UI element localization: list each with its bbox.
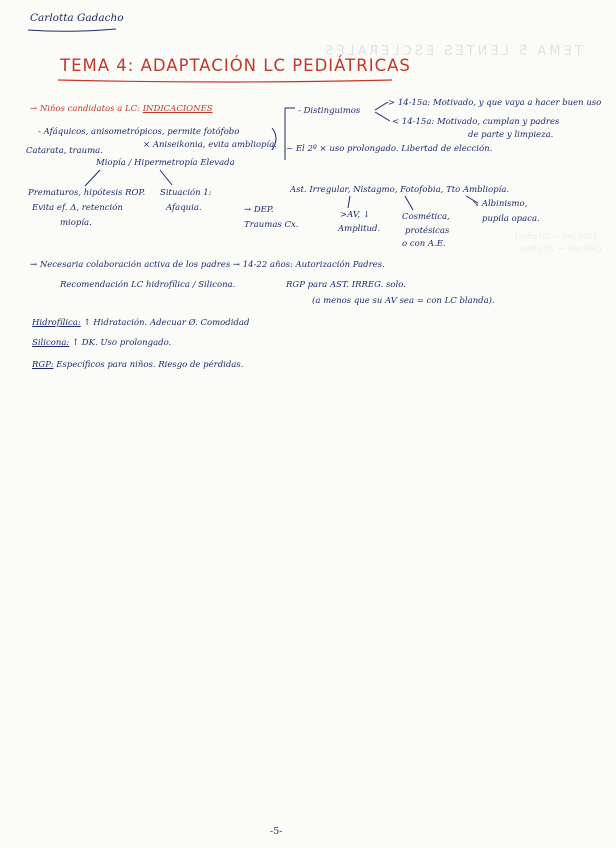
myopia-note: Miopía / Hipermetropía Elevada bbox=[96, 158, 235, 168]
trauma-note: Traumas Cx. bbox=[244, 220, 299, 230]
visual-acuity-note: >AV, ↓ bbox=[340, 210, 371, 220]
cosmetic-note: Cosmética, bbox=[402, 212, 450, 222]
student-name: Carlotta Gadacho bbox=[30, 12, 124, 24]
page-number: -5- bbox=[270, 826, 283, 837]
premature-note: Prematuros, hipótesis ROP. bbox=[28, 188, 146, 198]
distinguish-label: - Distinguimos bbox=[298, 106, 361, 116]
aphakia-note: Afaquia. bbox=[166, 203, 202, 213]
silicone-line bbox=[32, 338, 171, 348]
bleed-through-line: (300 µm — 20 años) bbox=[515, 232, 597, 241]
pupil-note: pupila opaca. bbox=[482, 214, 540, 224]
bleed-through-title: TEMA 5 LENTES ESCLERALES bbox=[322, 44, 583, 59]
hydrophilic-line bbox=[32, 318, 249, 328]
rgp-text: Específicos para niños. Riesgo de pérdidas. bbox=[56, 360, 244, 370]
rgp-note: RGP para AST. IRREG. solo. bbox=[286, 280, 406, 290]
prolonged-use-note: ~ El 2º × uso prolongado. Libertad de elección. bbox=[286, 144, 493, 154]
age-under-note-2: de parte y limpieza. bbox=[468, 130, 554, 140]
prosthetic-note: protésicas bbox=[405, 226, 450, 236]
situation-note: Situación 1: bbox=[160, 188, 212, 198]
page-title: TEMA 4: ADAPTACIÓN LC PEDIÁTRICAS bbox=[60, 56, 411, 75]
rgp-av-note: (a menos que su AV sea = con LC blanda). bbox=[312, 296, 495, 306]
age-over-note: > 14-15a: Motivado, y que vaya a hacer buen uso bbox=[388, 98, 602, 108]
intro-highlight: INDICACIONES bbox=[142, 104, 213, 114]
parents-note: → Necesaria colaboración activa de los padres → 14-22 años: Autorización Padres. bbox=[30, 260, 385, 270]
aniseikonia-note: × Aniseikonia, evita ambliopía. bbox=[143, 140, 277, 150]
recommend-note: Recomendación LC hidrofílica / Silicona. bbox=[60, 280, 236, 290]
age-under-note: < 14-15a: Motivado, cumplan y padres bbox=[392, 117, 560, 127]
premature-note-3: miopía. bbox=[60, 218, 92, 228]
amplitude-note: Amplitud. bbox=[338, 224, 381, 234]
premature-note-2: Evita ef. Δ, retención bbox=[32, 203, 123, 213]
rgp-line bbox=[32, 360, 243, 370]
albinism-note: ↘ Albinismo, bbox=[472, 199, 528, 209]
bleed-through-line: (300 µm — 20 años) bbox=[520, 244, 602, 253]
astigmatism-note: Ast. Irregular, Nistagmo, Fotofobia, Tto Ambliopía. bbox=[290, 185, 510, 195]
hydrophilic-label: Hidrofílica: bbox=[32, 318, 81, 328]
silicone-label: Silicona: bbox=[32, 338, 70, 348]
indications-line: - Afáquicos, anisometrópicos, permite fotófobo bbox=[38, 127, 240, 137]
rgp-label: RGP: bbox=[32, 360, 54, 370]
hydrophilic-text: ↑ Hidratación. Adecuar Ø. Comodidad bbox=[83, 318, 250, 328]
silicone-text: ↑ DK. Uso prolongado. bbox=[71, 338, 172, 348]
ae-note: o con A.E. bbox=[402, 239, 446, 249]
cataract-note: Catarata, trauma. bbox=[26, 146, 103, 156]
intro-line bbox=[30, 104, 213, 114]
intro-prefix: → Niños candidatos a LC: bbox=[30, 104, 140, 114]
dep-note: → DEP. bbox=[244, 205, 274, 215]
